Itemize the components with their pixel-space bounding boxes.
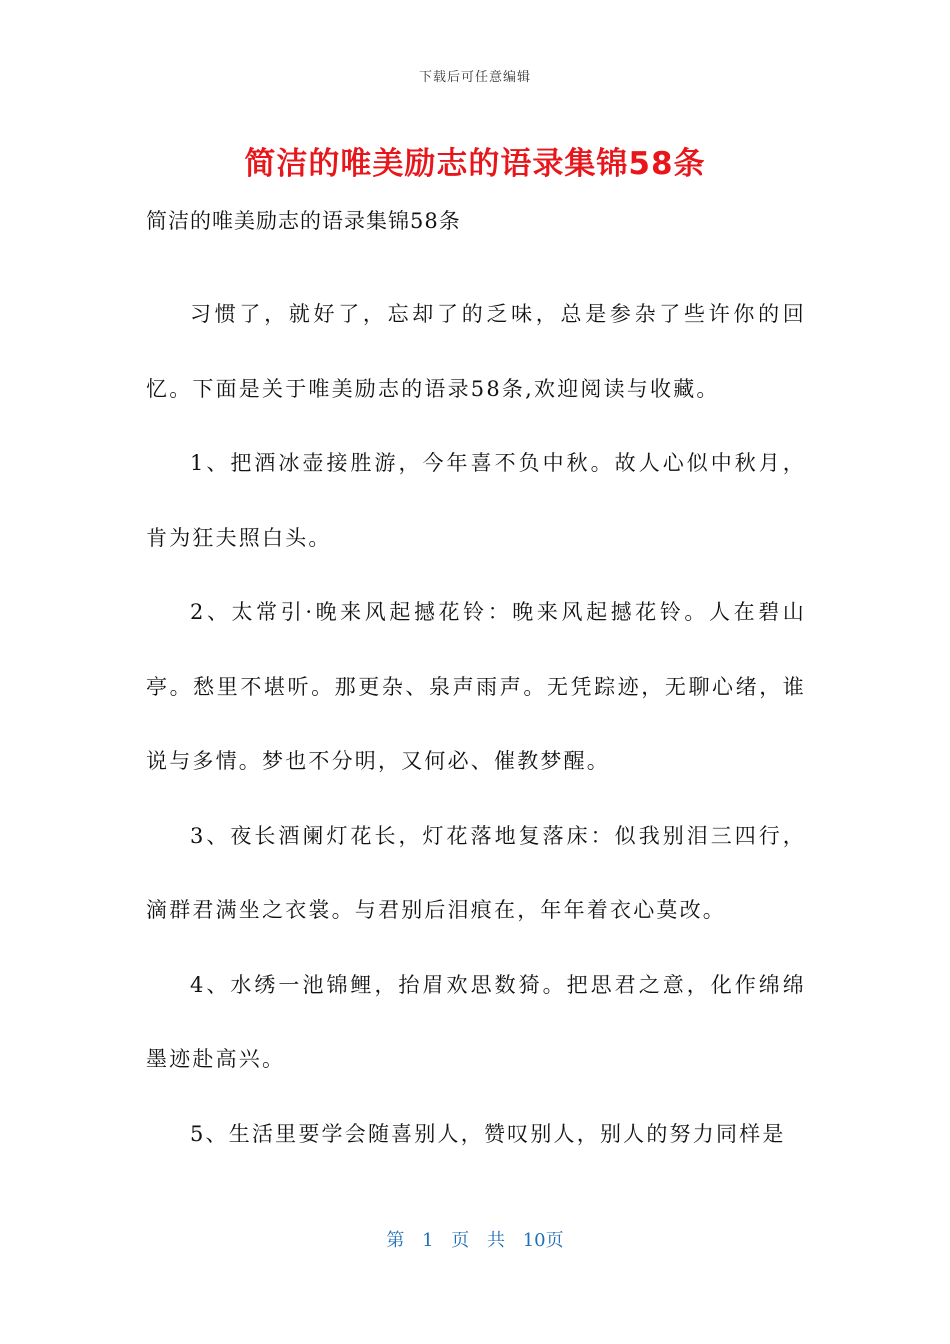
document-subtitle: 简洁的唯美励志的语录集锦58条 [146,209,461,233]
document-body [146,277,806,1171]
page-number-footer [0,1226,950,1252]
paragraph-item-4: 4、水绣一池锦鲤，抬眉欢思数猗。把思君之意，化作绵绵墨迹赴高兴。 [146,972,806,1071]
footer-total-pages: 10页 [522,1230,564,1251]
document-title: 简洁的唯美励志的语录集锦58条 [244,146,706,182]
footer-current-page: 1 [422,1230,434,1251]
paragraph-intro: 习惯了，就好了，忘却了的乏味，总是参杂了些许你的回忆。下面是关于唯美励志的语录58条,欢迎阅读与收藏。 [146,302,806,401]
paragraph-item-5: 5、生活里要学会随喜别人，赞叹别人，别人的努力同样是 [190,1121,786,1146]
footer-label-total: 共 [487,1230,505,1251]
paragraph-item-1: 1、把酒冰壶接胜游，今年喜不负中秋。故人心似中秋月，肯为狂夫照白头。 [146,451,806,550]
paragraph-item-3: 3、夜长酒阑灯花长，灯花落地复落床：似我别泪三四行，滴群君满坐之衣裳。与君别后泪痕在，年年着衣心莫改。 [146,823,806,922]
footer-label-page-unit: 页 [451,1230,470,1251]
footer-label-page: 第 [386,1230,405,1251]
paragraph-item-2: 2、太常引·晚来风起撼花铃：晚来风起撼花铃。人在碧山亭。愁里不堪听。那更杂、泉声雨声。无凭踪迹，无聊心绪，谁说与多情。梦也不分明，又何必、催教梦醒。 [146,600,806,773]
header-note: 下载后可任意编辑 [418,70,531,85]
